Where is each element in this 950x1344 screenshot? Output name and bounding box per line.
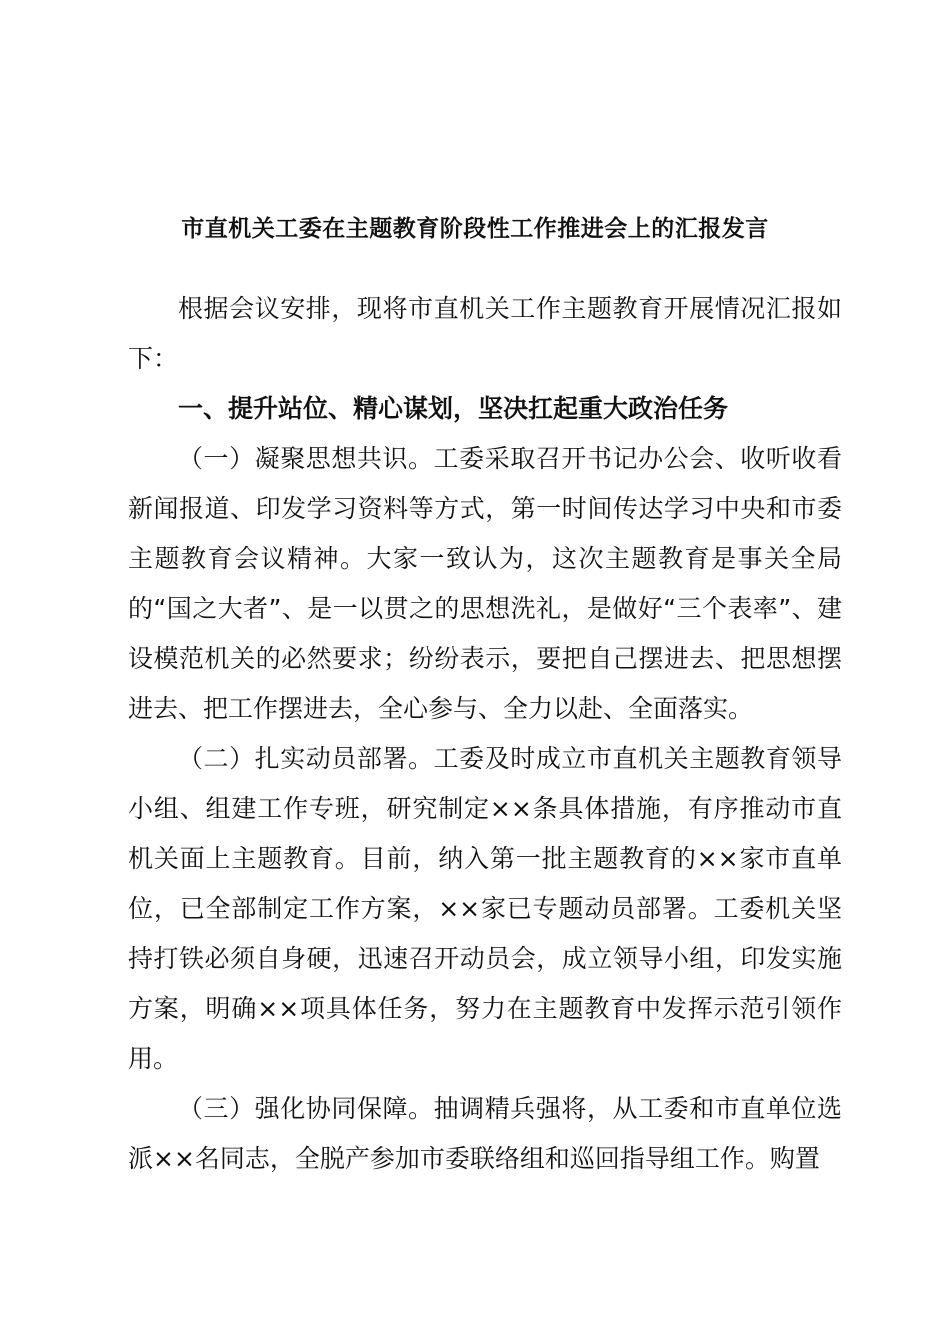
document-body [128,284,842,1184]
intro-paragraph: 根据会议安排，现将市直机关工作主题教育开展情况汇报如下： [128,294,842,373]
section-heading: 一、提升站位、精心谋划，坚决扛起重大政治任务 [178,394,729,423]
paragraph-2: （二）扎实动员部署。工委及时成立市直机关主题教育领导小组、组建工作专班，研究制定××条具体措施，有序推动市直机关面上主题教育。目前，纳入第一批主题教育的××家市直单位，已全部制定工作方案，××家已专题动员部署。工委机关坚持打铁必须自身硬，迅速召开动员会，成立领导小组，印发实施方案，明确××项具体任务，努力在主题教育中发挥示范引领作用。 [128,744,842,1073]
document-title: 市直机关工委在主题教育阶段性工作推进会上的汇报发言 [181,216,769,242]
paragraph-1: （一）凝聚思想共识。工委采取召开书记办公会、收听收看新闻报道、印发学习资料等方式，第一时间传达学习中央和市委主题教育会议精神。大家一致认为，这次主题教育是事关全局的“国之大者”、是一以贯之的思想洗礼，是做好“三个表率”、建设模范机关的必然要求；纷纷表示，要把自己摆进去、把思想摆进去、把工作摆进去，全心参与、全力以赴、全面落实。 [128,444,842,723]
paragraph-3: （三）强化协同保障。抽调精兵强将，从工委和市直单位选派××名同志，全脱产参加市委联络组和巡回指导组工作。购置 [128,1094,842,1173]
